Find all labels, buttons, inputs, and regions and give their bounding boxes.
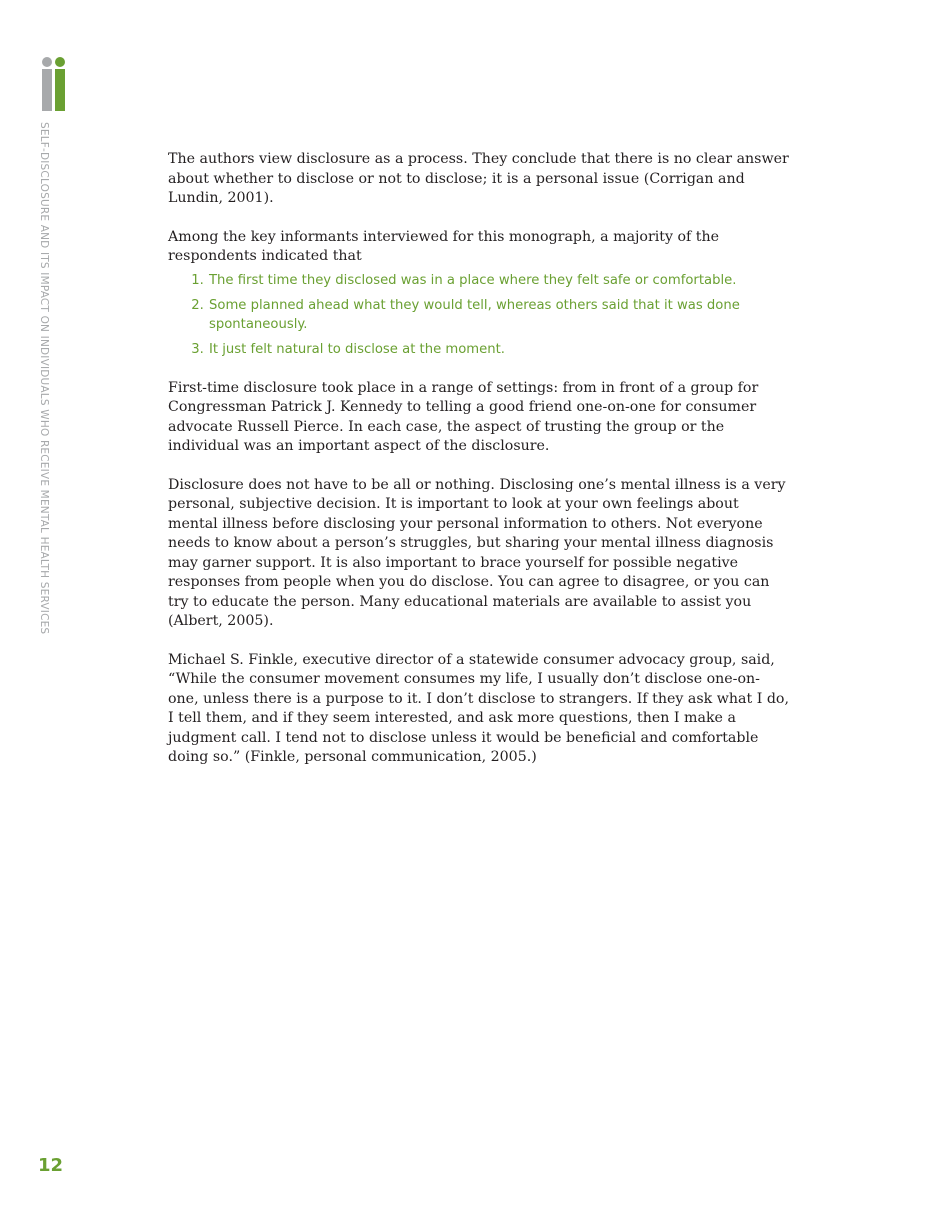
paragraph: Disclosure does not have to be all or nothing. Disclosing one’s mental illness is a very personal, subjective decision. It is important to look at your own feelings about mental illness before disclosing your personal information to others. Not everyone needs to know about a person’s struggles, but sharing your mental illness diagnosis may garner support. It is also important to brace yourself for possible negative responses from people when you do disclose. You can agree to disagree, or you can try to educate the person. Many educational materials are available to assist you (Albert, 2005). <box>168 476 786 629</box>
informant-findings-list <box>168 271 753 359</box>
running-title: SELF-DISCLOSURE AND ITS IMPACT ON INDIVIDUALS WHO RECEIVE MENTAL HEALTH SERVICES <box>38 122 50 635</box>
list-item: 3. It just felt natural to disclose at the moment. <box>208 340 753 359</box>
page-number: 12 <box>38 1155 64 1176</box>
paragraph: First-time disclosure took place in a range of settings: from in front of a group for Congressman Patrick J. Kennedy to telling a good friend one-on-one for consumer advocate Russell Pierce. In each case, the aspect of trusting the group or the individual was an important aspect of the disclosure. <box>168 379 759 454</box>
main-content <box>168 150 790 787</box>
logo-icon <box>38 56 68 114</box>
paragraph: The authors view disclosure as a process. They conclude that there is no clear answer about whether to disclose or not to disclose; it is a personal issue (Corrigan and Lundin, 2001). <box>168 151 789 206</box>
list-item: 1. The first time they disclosed was in a place where they felt safe or comfortable. <box>208 271 753 290</box>
paragraph: Among the key informants interviewed for this monograph, a majority of the respondents indicated that <box>168 228 720 264</box>
paragraph: Michael S. Finkle, executive director of a statewide consumer advocacy group, said, “While the consumer movement consumes my life, I usually don’t disclose one-on-one, unless there is a purpose to it. I don’t disclose to strangers. If they ask what I do, I tell them, and if they seem interested, and ask more questions, then I make a judgment call. I tend not to disclose unless it would be beneficial and comfortable doing so.” (Finkle, personal communication, 2005.) <box>168 651 789 765</box>
list-item: 2. Some planned ahead what they would tell, whereas others said that it was done spontaneously. <box>208 296 753 334</box>
